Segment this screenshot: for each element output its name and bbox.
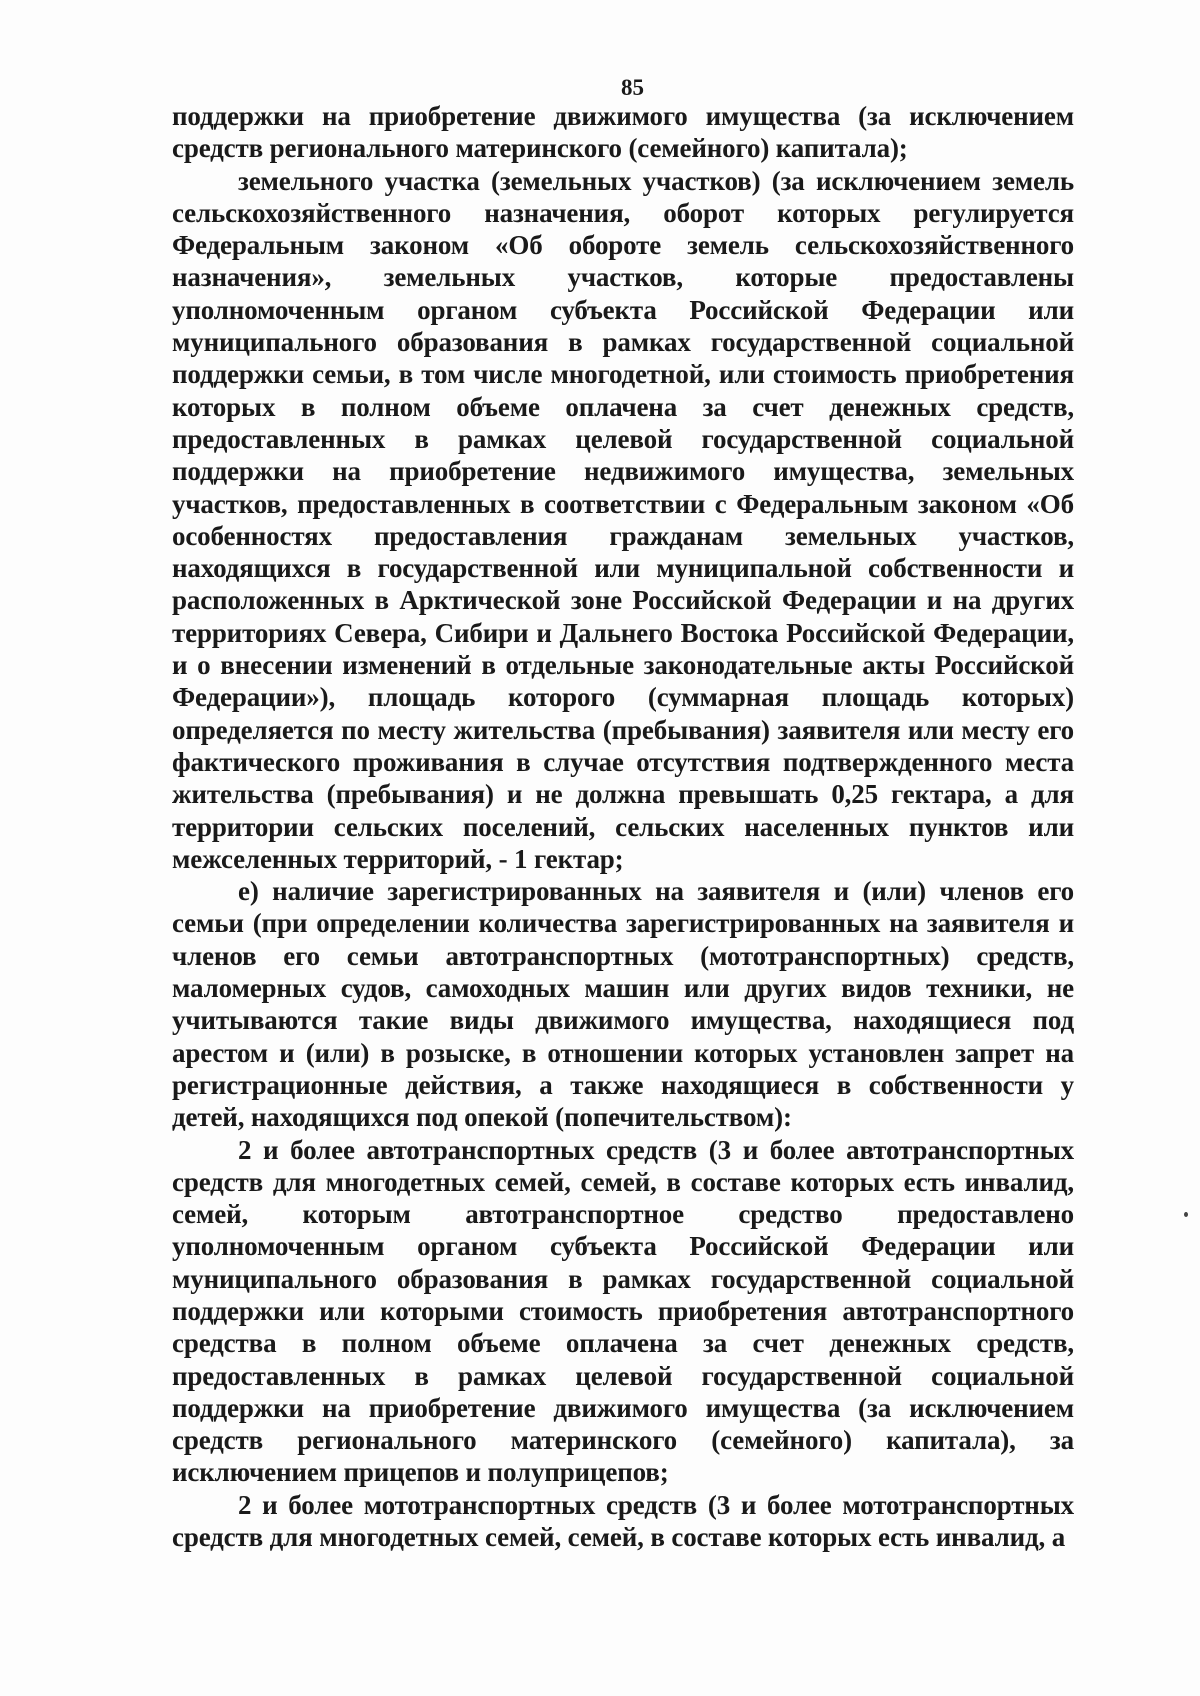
scan-speck (1184, 1212, 1188, 1217)
paragraph-motorcycles: 2 и более мототранспортных средств (3 и более мототранспортных средств для многодетных семей, семей, в составе которых есть инвалид, а (172, 1489, 1074, 1553)
paragraph-land-plot: земельного участка (земельных участков) (за исключением земель сельскохозяйственного назначения, оборот которых регулируется Федеральным законом «Об обороте земель сельскохозяйственного назначения», земельных участков, которые предоставлены уполномоченным органом субъекта Российской Федерации или муниципального образования в рамках государственной социальной поддержки семьи, в том числе многодетной, или стоимость приобретения которых в полном объеме оплачена за счет денежных средств, предоставленных в рамках целевой государственной социальной поддержки на приобретение недвижимого имущества, земельных участков, предоставленных в соответствии с Федеральным законом «Об особенностях предоставления гражданам земельных участков, находящихся в государственной или муниципальной собственности и расположенных в Арктической зоне Российской Федерации и на других территориях Севера, Сибири и Дальнего Востока Российской Федерации, и о внесении изменений в отдельные законодательные акты Российской Федерации»), площадь которого (суммарная площадь которых) определяется по месту жительства (пребывания) заявителя или месту его фактического проживания в случае отсутствия подтвержденного места жительства (пребывания) и не должна превышать 0,25 гектара, а для территории сельских поселений, сельских населенных пунктов или межселенных территорий, - 1 гектар; (172, 165, 1074, 874)
paragraph-motor-vehicles: 2 и более автотранспортных средств (3 и более автотранспортных средств для многодетных семей, семей, в составе которых есть инвалид, семей, которым автотранспортное средство предоставлено уполномоченным органом субъекта Российской Федерации или муниципального образования в рамках государственной социальной поддержки или которыми стоимость приобретения автотранспортного средства в полном объеме оплачена за счет денежных средств, предоставленных в рамках целевой государственной социальной поддержки на приобретение движимого имущества (за исключением средств регионального материнского (семейного) капитала), за исключением прицепов и полуприцепов; (172, 1134, 1074, 1488)
document-body (172, 100, 1074, 1553)
paragraph-continuation: поддержки на приобретение движимого имущества (за исключением средств регионального материнского (семейного) капитала); (172, 101, 1074, 164)
paragraph-item-e: е) наличие зарегистрированных на заявителя и (или) членов его семьи (при определении количества зарегистрированных на заявителя и членов его семьи автотранспортных (мототранспортных) средств, маломерных судов, самоходных машин или других видов техники, не учитываются такие виды движимого имущества, находящиеся под арестом и (или) в розыске, в отношении которых установлен запрет на регистрационные действия, а также находящиеся в собственности у детей, находящихся под опекой (попечительством): (172, 876, 1074, 1133)
page-number: 85 (621, 75, 644, 100)
